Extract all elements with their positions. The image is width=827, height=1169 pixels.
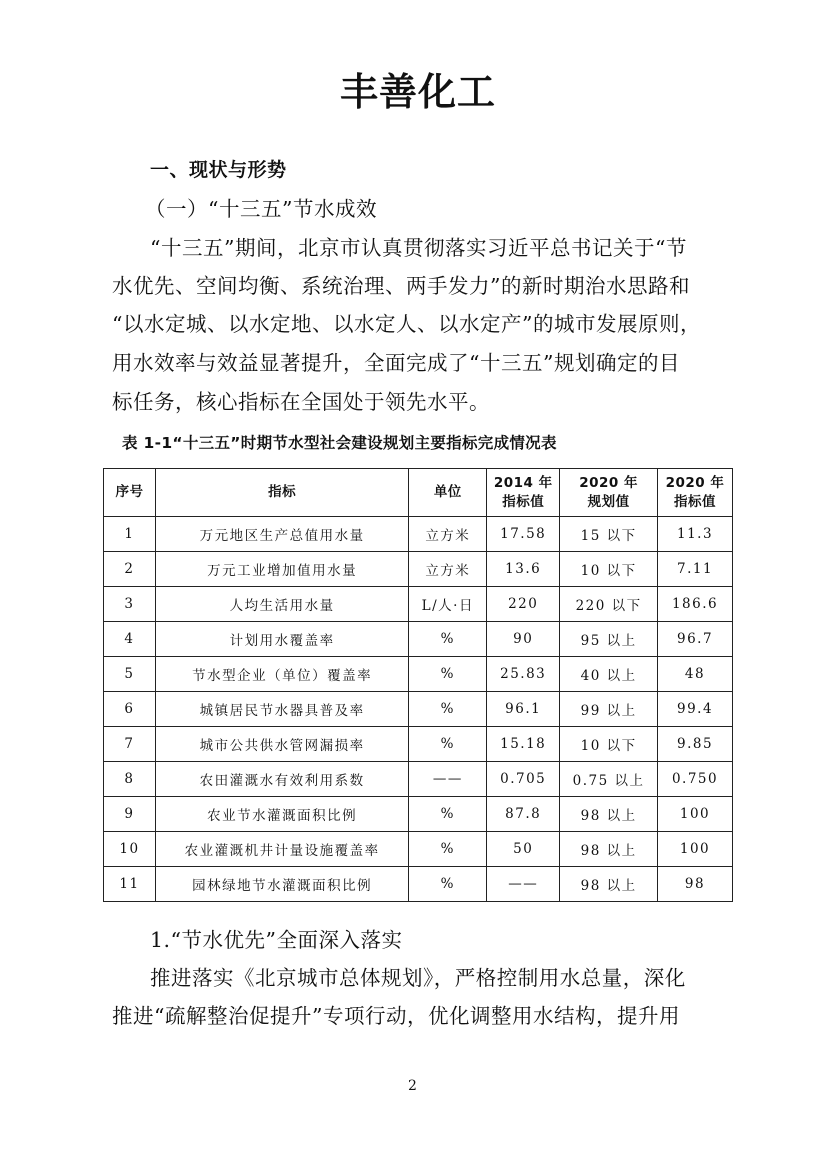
- column-header: 2020 年 指标值: [658, 469, 733, 517]
- table-cell: 城镇居民节水器具普及率: [155, 692, 408, 727]
- table-cell: 186.6: [658, 587, 733, 622]
- section-heading: 一、现状与形势: [150, 159, 287, 181]
- table-cell: 220: [487, 587, 560, 622]
- table-cell: L/人·日: [409, 587, 487, 622]
- table-cell: 9: [104, 797, 156, 832]
- column-header: 2020 年 规划值: [560, 469, 658, 517]
- table-cell: ——: [409, 762, 487, 797]
- table-cell: 99 以上: [560, 692, 658, 727]
- table-cell: %: [409, 832, 487, 867]
- table-cell: 96.1: [487, 692, 560, 727]
- paragraph-line: 推进“疏解整治促提升”专项行动，优化调整用水结构，提升用: [112, 1004, 680, 1028]
- table-cell: 7: [104, 727, 156, 762]
- table-cell: 15 以下: [560, 517, 658, 552]
- paragraph-line: 推进落实《北京城市总体规划》，严格控制用水总量，深化: [150, 966, 686, 990]
- table-cell: ——: [487, 867, 560, 902]
- table-cell: 农业节水灌溉面积比例: [155, 797, 408, 832]
- table-cell: 农田灌溉水有效利用系数: [155, 762, 408, 797]
- table-row: [104, 867, 733, 902]
- table-row: [104, 727, 733, 762]
- table-cell: %: [409, 692, 487, 727]
- column-header: 序号: [104, 469, 156, 517]
- table-cell: 11.3: [658, 517, 733, 552]
- table-cell: 8: [104, 762, 156, 797]
- paragraph-line: 水优先、空间均衡、系统治理、两手发力”的新时期治水思路和: [112, 274, 690, 298]
- table-cell: 100: [658, 832, 733, 867]
- table-cell: 4: [104, 622, 156, 657]
- table-row: [104, 657, 733, 692]
- table-cell: 0.705: [487, 762, 560, 797]
- table-cell: 6: [104, 692, 156, 727]
- table-row: [104, 622, 733, 657]
- table-row: [104, 797, 733, 832]
- table-cell: 87.8: [487, 797, 560, 832]
- table-row: [104, 517, 733, 552]
- column-header: 单位: [409, 469, 487, 517]
- table-cell: 220 以下: [560, 587, 658, 622]
- table-cell: 城市公共供水管网漏损率: [155, 727, 408, 762]
- table-cell: 人均生活用水量: [155, 587, 408, 622]
- column-header: 指标: [155, 469, 408, 517]
- paragraph-line: 用水效率与效益显著提升，全面完成了“十三五”规划确定的目: [112, 351, 680, 375]
- table-cell: 98 以上: [560, 832, 658, 867]
- page-number: 2: [408, 1078, 417, 1094]
- table-cell: 2: [104, 552, 156, 587]
- table-cell: 立方米: [409, 552, 487, 587]
- table-cell: 25.83: [487, 657, 560, 692]
- table-caption: 表 1-1“十三五”时期节水型社会建设规划主要指标完成情况表: [122, 434, 557, 452]
- subsection-heading: 1.“节水优先”全面深入落实: [150, 928, 403, 952]
- table-cell: 10: [104, 832, 156, 867]
- table-cell: %: [409, 797, 487, 832]
- table-cell: 99.4: [658, 692, 733, 727]
- paragraph-line: “十三五”期间，北京市认真贯彻落实习近平总书记关于“节: [150, 236, 687, 260]
- paragraph-line: “以水定城、以水定地、以水定人、以水定产”的城市发展原则，: [112, 312, 701, 336]
- table-cell: 95 以上: [560, 622, 658, 657]
- table-row: [104, 832, 733, 867]
- table-row: [104, 552, 733, 587]
- table-cell: 农业灌溉机井计量设施覆盖率: [155, 832, 408, 867]
- table-cell: 90: [487, 622, 560, 657]
- table-cell: 100: [658, 797, 733, 832]
- table-cell: 98 以上: [560, 797, 658, 832]
- table-row: [104, 762, 733, 797]
- table-cell: 节水型企业（单位）覆盖率: [155, 657, 408, 692]
- table-cell: 9.85: [658, 727, 733, 762]
- table-row: [104, 692, 733, 727]
- table-cell: 0.75 以上: [560, 762, 658, 797]
- table-cell: 1: [104, 517, 156, 552]
- table-cell: 17.58: [487, 517, 560, 552]
- table-cell: 13.6: [487, 552, 560, 587]
- watermark-logo: 丰善化工: [340, 70, 497, 114]
- table-cell: 万元地区生产总值用水量: [155, 517, 408, 552]
- header-row: [104, 469, 733, 517]
- table-cell: 98 以上: [560, 867, 658, 902]
- table-cell: 15.18: [487, 727, 560, 762]
- paragraph-line: 标任务，核心指标在全国处于领先水平。: [112, 390, 490, 414]
- table-cell: 立方米: [409, 517, 487, 552]
- table-cell: 40 以上: [560, 657, 658, 692]
- table-cell: %: [409, 657, 487, 692]
- indicator-table: [103, 468, 733, 902]
- column-header: 2014 年 指标值: [487, 469, 560, 517]
- table-cell: %: [409, 867, 487, 902]
- table-cell: 0.750: [658, 762, 733, 797]
- table-cell: 5: [104, 657, 156, 692]
- table-cell: 7.11: [658, 552, 733, 587]
- table-cell: 计划用水覆盖率: [155, 622, 408, 657]
- table-cell: 园林绿地节水灌溉面积比例: [155, 867, 408, 902]
- table-cell: 11: [104, 867, 156, 902]
- table-cell: 10 以下: [560, 552, 658, 587]
- table-cell: 3: [104, 587, 156, 622]
- table-cell: %: [409, 622, 487, 657]
- table-cell: 万元工业增加值用水量: [155, 552, 408, 587]
- table-cell: %: [409, 727, 487, 762]
- table-cell: 48: [658, 657, 733, 692]
- table-cell: 96.7: [658, 622, 733, 657]
- table-row: [104, 587, 733, 622]
- subsection-heading: （一）“十三五”节水成效: [145, 197, 377, 221]
- table-cell: 98: [658, 867, 733, 902]
- table-cell: 10 以下: [560, 727, 658, 762]
- table-cell: 50: [487, 832, 560, 867]
